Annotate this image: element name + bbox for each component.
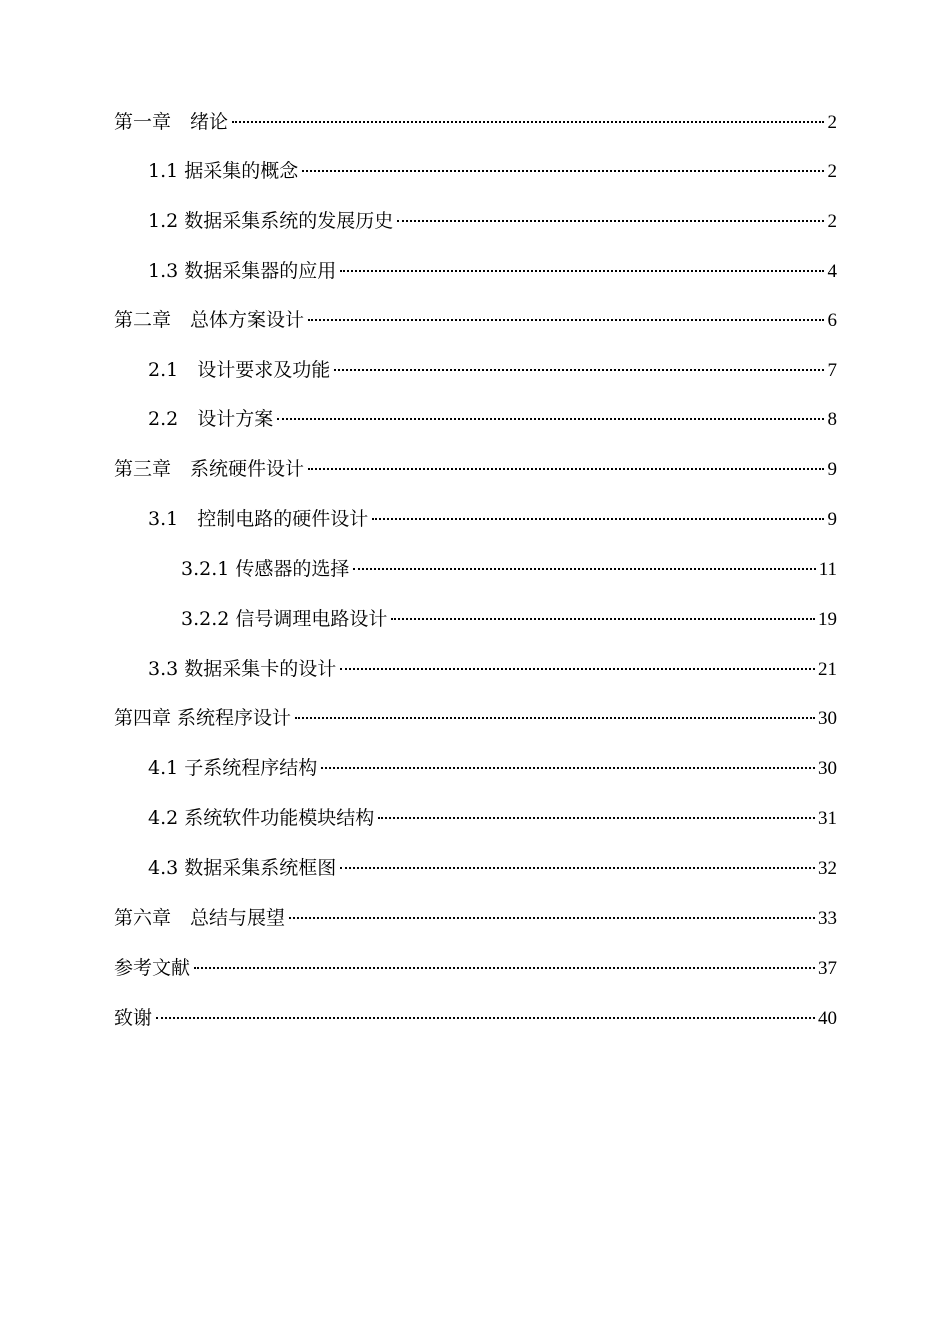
toc-entry-page: 30 (818, 758, 837, 779)
toc-entry-title: 第四章 系统程序设计 (114, 707, 292, 729)
toc-entry-page: 9 (827, 509, 837, 530)
toc-entry-page: 6 (827, 310, 837, 331)
toc-entry[interactable] (181, 604, 837, 634)
toc-entry[interactable] (148, 404, 837, 434)
toc-dot-leader (391, 618, 815, 620)
toc-entry-page: 9 (827, 459, 837, 480)
toc-dot-leader (277, 418, 824, 420)
toc-entry[interactable] (114, 454, 837, 484)
toc-dot-leader (340, 668, 815, 670)
toc-dot-leader (372, 518, 824, 520)
toc-entry-title: 参考文献 (114, 957, 191, 979)
toc-entry[interactable] (148, 355, 837, 385)
toc-entry-page: 37 (818, 958, 837, 979)
toc-entry-page: 7 (827, 360, 837, 381)
toc-entry-title: 3.2.2 信号调理电路设计 (181, 608, 388, 630)
toc-entry[interactable] (148, 803, 837, 833)
toc-dot-leader (156, 1017, 815, 1019)
toc-entry-page: 31 (818, 808, 837, 829)
toc-entry-title: 2.1 设计要求及功能 (148, 359, 331, 381)
toc-entry-page: 8 (827, 409, 837, 430)
toc-dot-leader (340, 270, 824, 272)
toc-entry-page: 11 (818, 559, 837, 580)
toc-entry[interactable] (148, 753, 837, 783)
toc-dot-leader (397, 220, 824, 222)
toc-entry-page: 33 (818, 908, 837, 929)
toc-entry[interactable] (114, 953, 837, 983)
toc-dot-leader (194, 967, 815, 969)
toc-entry-page: 2 (827, 112, 837, 133)
toc-dot-leader (378, 817, 815, 819)
toc-entry-page: 32 (818, 858, 837, 879)
toc-entry-title: 第三章 系统硬件设计 (114, 458, 305, 480)
toc-entry-page: 4 (827, 261, 837, 282)
toc-entry-page: 21 (818, 659, 837, 680)
toc-entry-title: 第二章 总体方案设计 (114, 309, 305, 331)
toc-dot-leader (295, 717, 815, 719)
toc-entry-title: 4.1 子系统程序结构 (148, 757, 318, 779)
toc-entry[interactable] (148, 256, 837, 286)
toc-dot-leader (308, 319, 824, 321)
toc-entry-title: 3.1 控制电路的硬件设计 (148, 508, 369, 530)
toc-entry-title: 1.3 数据采集器的应用 (148, 260, 337, 282)
toc-entry[interactable] (148, 206, 837, 236)
toc-entry-page: 2 (827, 211, 837, 232)
toc-entry[interactable] (114, 1003, 837, 1033)
toc-entry-title: 1.2 数据采集系统的发展历史 (148, 210, 394, 232)
toc-entry-title: 3.2.1 传感器的选择 (181, 558, 350, 580)
toc-entry[interactable] (148, 156, 837, 186)
toc-entry-title: 4.2 系统软件功能模块结构 (148, 807, 375, 829)
toc-entry[interactable] (114, 107, 837, 137)
toc-dot-leader (302, 170, 824, 172)
toc-entry-title: 3.3 数据采集卡的设计 (148, 658, 337, 680)
toc-entry[interactable] (114, 703, 837, 733)
toc-entry-title: 1.1 据采集的概念 (148, 160, 299, 182)
toc-dot-leader (232, 121, 824, 123)
toc-dot-leader (334, 369, 824, 371)
toc-entry-title: 4.3 数据采集系统框图 (148, 857, 337, 879)
toc-entry[interactable] (114, 903, 837, 933)
toc-dot-leader (353, 568, 815, 570)
toc-entry[interactable] (148, 504, 837, 534)
toc-entry-page: 2 (827, 161, 837, 182)
toc-dot-leader (308, 468, 824, 470)
toc-entry[interactable] (148, 853, 837, 883)
toc-entry-title: 第六章 总结与展望 (114, 907, 286, 929)
toc-dot-leader (340, 867, 815, 869)
toc-entry-title: 第一章 绪论 (114, 111, 229, 133)
toc-entry[interactable] (114, 305, 837, 335)
toc-entry-page: 40 (818, 1008, 837, 1029)
toc-dot-leader (289, 917, 815, 919)
toc-entry[interactable] (148, 654, 837, 684)
toc-entry-title: 2.2 设计方案 (148, 408, 274, 430)
toc-entry-title: 致谢 (114, 1007, 153, 1029)
toc-entry-page: 19 (818, 609, 837, 630)
toc-entry[interactable] (181, 554, 837, 584)
toc-entry-page: 30 (818, 708, 837, 729)
toc-dot-leader (321, 767, 815, 769)
